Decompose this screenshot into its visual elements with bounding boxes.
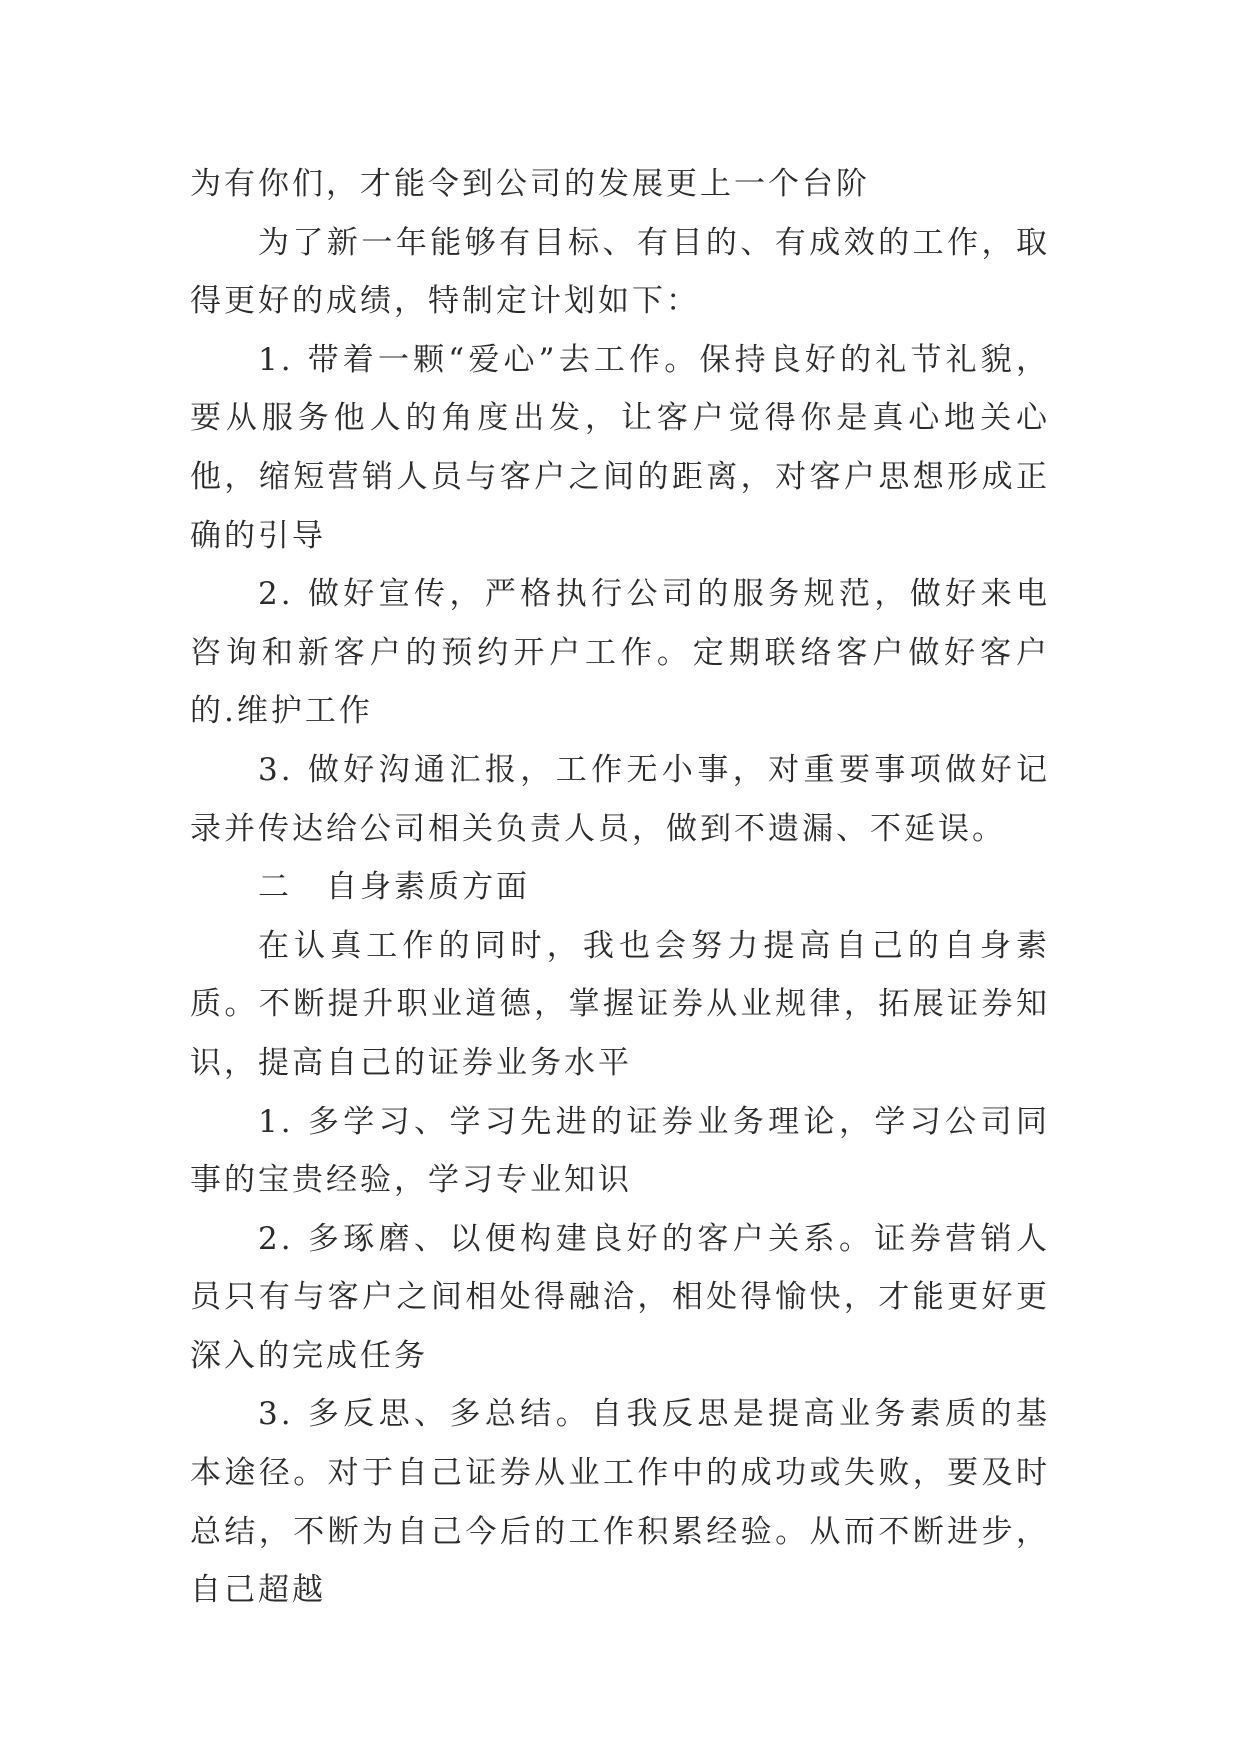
paragraph-plan-intro: 为了新一年能够有目标、有目的、有成效的工作，取得更好的成绩，特制定计划如下：: [190, 224, 1050, 320]
paragraph-item-2-relations: 2. 多琢磨、以便构建良好的客户关系。证券营销人员只有与客户之间相处得融洽，相处得愉快，才能更好更深入的完成任务: [190, 1220, 1050, 1374]
paragraph-item-1-study: 1. 多学习、学习先进的证券业务理论，学习公司同事的宝贵经验，学习专业知识: [190, 1103, 1050, 1199]
paragraph-self-quality-intro: 在认真工作的同时，我也会努力提高自己的自身素质。不断提升职业道德，掌握证券从业规律，拓展证券知识，提高自己的证券业务水平: [190, 927, 1050, 1081]
paragraph-intro-continuation: 为有你们，才能令到公司的发展更上一个台阶: [190, 166, 870, 202]
paragraph-item-2-publicity: 2. 做好宣传，严格执行公司的服务规范，做好来电咨询和新客户的预约开户工作。定期联络客户做好客户的.维护工作: [190, 576, 1050, 730]
paragraph-item-3-reflection: 3. 多反思、多总结。自我反思是提高业务素质的基本途径。对于自己证券从业工作中的成功或失败，要及时总结，不断为自己今后的工作积累经验。从而不断进步，自己超越: [190, 1396, 1050, 1609]
section-heading-self-quality: 二 自身素质方面: [258, 869, 530, 906]
document-body: [190, 155, 1050, 1620]
paragraph-item-3-communication: 3. 做好沟通汇报，工作无小事，对重要事项做好记录并传达给公司相关负责人员，做到不遗漏、不延误。: [190, 751, 1050, 847]
paragraph-item-1-love: 1. 带着一颗“爱心”去工作。保持良好的礼节礼貌，要从服务他人的角度出发，让客户觉得你是真心地关心他，缩短营销人员与客户之间的距离，对客户思想形成正确的引导: [190, 341, 1050, 554]
